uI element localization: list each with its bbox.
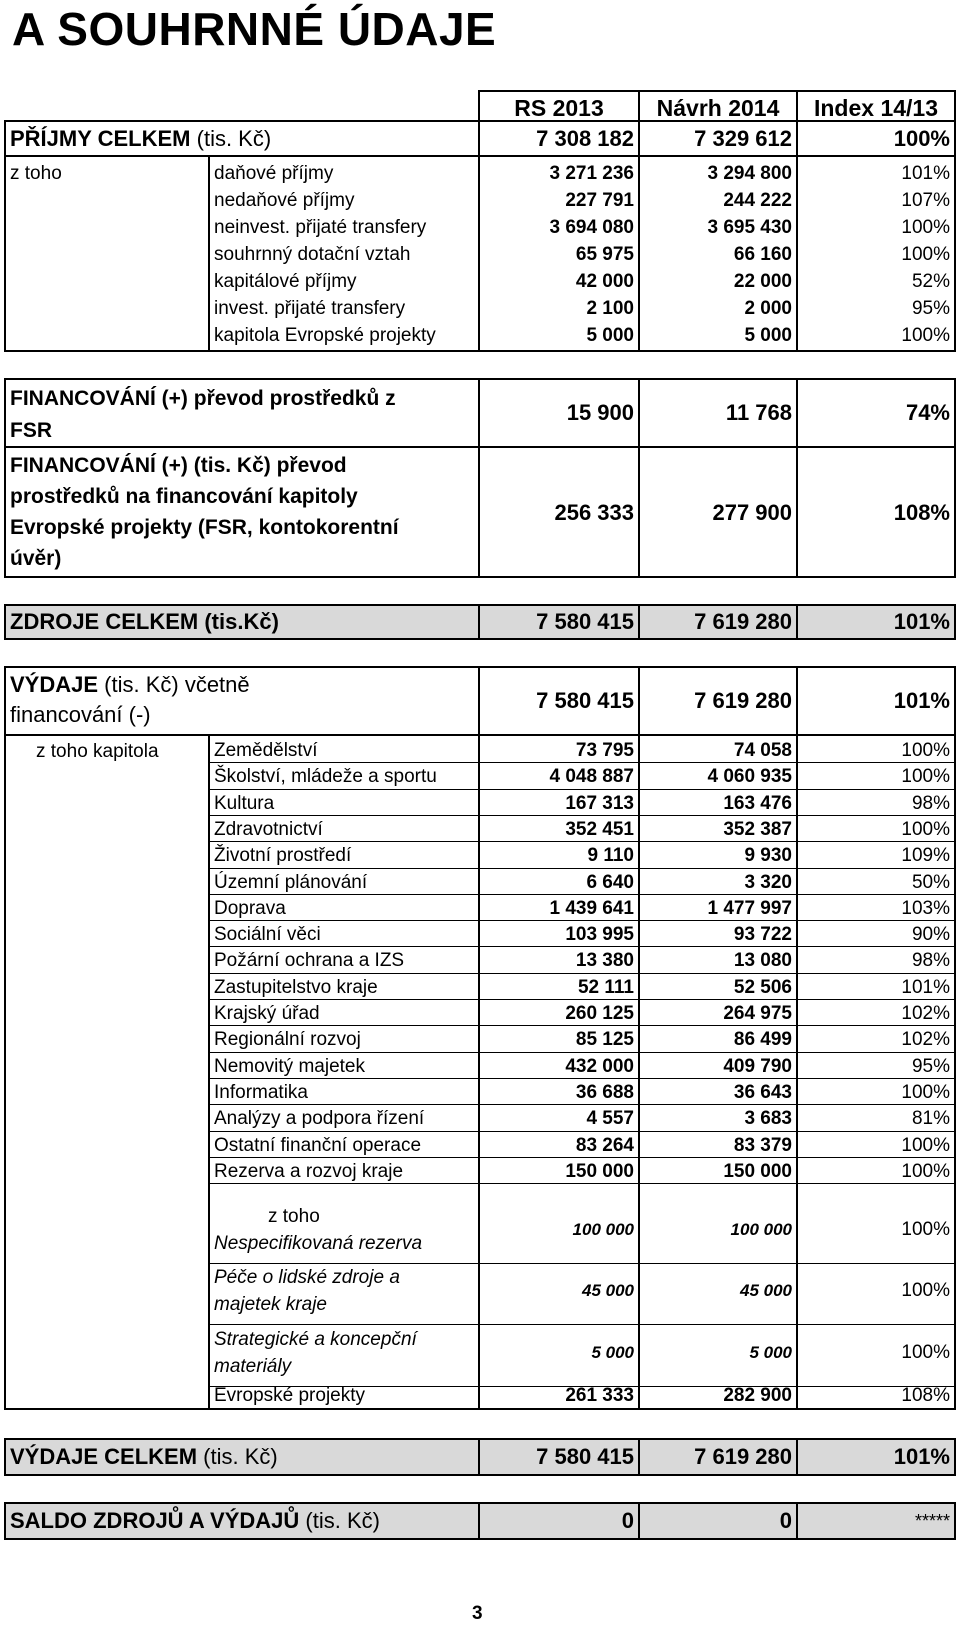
financovani-fsr-label xyxy=(10,383,470,447)
prijmy-item-rs: 65 975 xyxy=(575,244,634,265)
prijmy-item-rs: 3 271 236 xyxy=(549,163,634,184)
vydaje-item-row xyxy=(0,1132,960,1159)
vydaje-item-rs: 167 313 xyxy=(565,792,634,814)
vydaje-item-row xyxy=(0,1079,960,1106)
rezerva-sub-label xyxy=(214,1203,474,1257)
prijmy-item-row xyxy=(0,322,960,349)
prijmy-item-index: 100% xyxy=(901,325,950,346)
prijmy-label: PŘÍJMY CELKEM xyxy=(10,126,191,151)
header-rs: RS 2013 xyxy=(478,90,640,122)
vydaje-item-label: Analýzy a podpora řízení xyxy=(214,1108,425,1130)
prijmy-item-row xyxy=(0,160,960,187)
vydaje-celkem-unit: (tis. Kč) xyxy=(197,1444,278,1469)
prijmy-item-navrh: 66 160 xyxy=(733,244,792,265)
vydaje-item-label: Doprava xyxy=(214,897,286,919)
prijmy-item-label: kapitálové příjmy xyxy=(214,271,357,292)
vydaje-prefix: z toho kapitola xyxy=(36,741,159,762)
vydaje-item-rs: 36 688 xyxy=(575,1081,634,1103)
vydaje-item-index: 95% xyxy=(911,1055,950,1077)
vydaje-item-navrh: 150 000 xyxy=(723,1160,792,1182)
financovani-ep-rs: 256 333 xyxy=(554,500,634,525)
rezerva-sub-line1: z toho xyxy=(268,1206,320,1227)
saldo-index: ***** xyxy=(914,1511,950,1531)
vydaje-item-rs: 432 000 xyxy=(565,1055,634,1077)
header-navrh: Návrh 2014 xyxy=(638,90,798,122)
vydaje-item-row xyxy=(0,842,960,869)
vydaje-item-label: Územní plánování xyxy=(214,871,368,893)
prijmy-rs: 7 308 182 xyxy=(536,126,634,151)
vydaje-item-row xyxy=(0,1053,960,1080)
vydaje-item-index: 100% xyxy=(901,818,950,840)
prijmy-index: 100% xyxy=(893,126,950,151)
zdroje-rs: 7 580 415 xyxy=(536,609,634,634)
rezerva-sub-line1: Strategické a koncepční xyxy=(214,1329,417,1350)
rezerva-sub-navrh: 5 000 xyxy=(749,1343,792,1362)
vydaje-fin-navrh: 7 619 280 xyxy=(694,688,792,713)
prijmy-item-navrh: 3 695 430 xyxy=(707,217,792,238)
vydaje-item-label: Zemědělství xyxy=(214,740,318,761)
vydaje-item-row xyxy=(0,763,960,790)
prijmy-item-label: souhrnný dotační vztah xyxy=(214,244,411,265)
prijmy-item-navrh: 244 222 xyxy=(723,190,792,211)
prijmy-item-index: 52% xyxy=(911,271,950,292)
rezerva-sub-row xyxy=(0,1264,960,1324)
vydaje-item-navrh: 52 506 xyxy=(733,976,792,998)
page-title: A SOUHRNNÉ ÚDAJE xyxy=(12,3,497,55)
financovani-fsr-index: 74% xyxy=(905,400,950,425)
zdroje-index: 101% xyxy=(893,609,950,634)
vydaje-item-navrh: 74 058 xyxy=(733,740,792,761)
rezerva-sub-rs: 5 000 xyxy=(591,1343,634,1362)
vydaje-item-index: 100% xyxy=(901,740,950,761)
evropske-rs: 261 333 xyxy=(565,1385,634,1406)
rezerva-sub-rs: 100 000 xyxy=(572,1220,634,1239)
vydaje-item-index: 98% xyxy=(911,792,950,814)
financovani-fsr-line1: FINANCOVÁNÍ (+) převod prostředků z xyxy=(10,387,396,410)
vydaje-item-index: 98% xyxy=(911,950,950,972)
vydaje-item-row xyxy=(0,816,960,843)
vydaje-item-navrh: 13 080 xyxy=(733,950,792,972)
vydaje-item-rs: 9 110 xyxy=(587,845,634,867)
rezerva-sub-index: 100% xyxy=(901,1280,950,1301)
vydaje-celkem-label: VÝDAJE CELKEM xyxy=(10,1444,198,1469)
vydaje-item-rs: 83 264 xyxy=(575,1134,634,1156)
vydaje-item-row xyxy=(0,947,960,974)
vydaje-item-row xyxy=(0,869,960,896)
vydaje-celkem-index: 101% xyxy=(893,1444,950,1469)
vydaje-item-navrh: 1 477 997 xyxy=(707,897,792,919)
vydaje-item-rs: 352 451 xyxy=(565,818,634,840)
vydaje-item-index: 90% xyxy=(911,924,950,946)
vydaje-celkem-rs: 7 580 415 xyxy=(536,1444,634,1469)
financovani-ep-index: 108% xyxy=(893,500,950,525)
vydaje-item-navrh: 264 975 xyxy=(723,1003,792,1024)
vydaje-fin-label xyxy=(10,670,250,730)
financovani-ep-label xyxy=(10,450,470,574)
vydaje-item-label: Rezerva a rozvoj kraje xyxy=(214,1160,404,1182)
rezerva-sub-label xyxy=(214,1264,474,1318)
prijmy-celkem-row xyxy=(0,124,960,154)
vydaje-item-rs: 150 000 xyxy=(565,1160,634,1182)
prijmy-item-rs: 42 000 xyxy=(575,271,634,292)
vydaje-item-index: 109% xyxy=(901,845,950,867)
vydaje-item-row xyxy=(0,1000,960,1027)
vydaje-item-row xyxy=(0,1158,960,1185)
rezerva-sub-index: 100% xyxy=(901,1342,950,1363)
prijmy-prefix: z toho xyxy=(10,163,62,184)
vydaje-celkem-navrh: 7 619 280 xyxy=(694,1444,792,1469)
vydaje-item-label: Krajský úřad xyxy=(214,1003,320,1024)
prijmy-item-index: 100% xyxy=(901,217,950,238)
vydaje-item-label: Regionální rozvoj xyxy=(214,1029,361,1051)
prijmy-item-navrh: 3 294 800 xyxy=(707,163,792,184)
evropske-label: Evropské projekty xyxy=(214,1385,366,1406)
prijmy-item-rs: 3 694 080 xyxy=(549,217,634,238)
vydaje-item-navrh: 83 379 xyxy=(733,1134,792,1156)
vydaje-item-navrh: 3 683 xyxy=(744,1108,792,1130)
prijmy-item-index: 100% xyxy=(901,244,950,265)
vydaje-item-index: 101% xyxy=(901,976,950,998)
vydaje-item-index: 81% xyxy=(911,1108,950,1130)
prijmy-item-index: 95% xyxy=(911,298,950,319)
prijmy-item-rs: 5 000 xyxy=(586,325,634,346)
zdroje-navrh: 7 619 280 xyxy=(694,609,792,634)
rezerva-sub-line1: Péče o lidské zdroje a xyxy=(214,1267,400,1288)
vydaje-item-label: Nemovitý majetek xyxy=(214,1055,365,1077)
page-number: 3 xyxy=(472,1603,483,1624)
evropske-index: 108% xyxy=(901,1385,950,1406)
vydaje-item-label: Zastupitelstvo kraje xyxy=(214,976,378,998)
prijmy-item-row xyxy=(0,295,960,322)
prijmy-item-label: neinvest. přijaté transfery xyxy=(214,217,427,238)
vydaje-item-label: Sociální věci xyxy=(214,924,321,946)
vydaje-item-rs: 4 557 xyxy=(586,1108,634,1130)
vydaje-item-rs: 13 380 xyxy=(575,950,634,972)
vydaje-fin-index: 101% xyxy=(893,688,950,713)
vydaje-item-index: 102% xyxy=(901,1003,950,1024)
vydaje-item-navrh: 9 930 xyxy=(744,845,792,867)
vydaje-item-navrh: 93 722 xyxy=(733,924,792,946)
financovani-ep-line3: Evropské projekty (FSR, kontokorentní xyxy=(10,516,399,539)
vydaje-item-row xyxy=(0,737,960,764)
vydaje-item-rs: 4 048 887 xyxy=(549,766,634,788)
vydaje-item-row xyxy=(0,1105,960,1132)
vydaje-item-label: Informatika xyxy=(214,1081,308,1103)
prijmy-item-navrh: 22 000 xyxy=(733,271,792,292)
rezerva-sub-row xyxy=(0,1203,960,1263)
prijmy-item-index: 101% xyxy=(901,163,950,184)
vydaje-item-rs: 260 125 xyxy=(565,1003,634,1024)
vydaje-item-index: 103% xyxy=(901,897,950,919)
prijmy-item-label: invest. přijaté transfery xyxy=(214,298,406,319)
header-index: Index 14/13 xyxy=(796,90,956,122)
prijmy-item-row xyxy=(0,187,960,214)
vydaje-item-label: Požární ochrana a IZS xyxy=(214,950,405,972)
saldo-unit: (tis. Kč) xyxy=(299,1508,380,1533)
financovani-fsr-rs: 15 900 xyxy=(566,400,634,425)
vydaje-item-navrh: 163 476 xyxy=(723,792,792,814)
zdroje-label: ZDROJE CELKEM (tis.Kč) xyxy=(10,609,279,634)
prijmy-navrh: 7 329 612 xyxy=(694,126,792,151)
vydaje-item-label: Školství, mládeže a sportu xyxy=(214,766,437,788)
prijmy-item-row xyxy=(0,268,960,295)
rezerva-sub-line2: Nespecifikovaná rezerva xyxy=(214,1233,423,1254)
vydaje-item-label: Zdravotnictví xyxy=(214,818,323,840)
saldo-label: SALDO ZDROJŮ A VÝDAJŮ xyxy=(10,1508,300,1533)
financovani-fsr-line2: FSR xyxy=(10,419,52,442)
prijmy-item-navrh: 5 000 xyxy=(744,325,792,346)
vydaje-item-navrh: 86 499 xyxy=(733,1029,792,1051)
rezerva-sub-navrh: 100 000 xyxy=(730,1220,792,1239)
prijmy-item-label: kapitola Evropské projekty xyxy=(214,325,436,346)
vydaje-fin-line2: financování (-) xyxy=(10,702,151,727)
vydaje-item-row xyxy=(0,895,960,922)
vydaje-item-index: 102% xyxy=(901,1029,950,1051)
vydaje-item-rs: 85 125 xyxy=(575,1029,634,1051)
financovani-ep-line4: úvěr) xyxy=(10,547,62,570)
prijmy-item-label: daňové příjmy xyxy=(214,163,334,184)
financovani-ep-navrh: 277 900 xyxy=(712,500,792,525)
saldo-rs: 0 xyxy=(621,1508,634,1533)
vydaje-item-rs: 6 640 xyxy=(586,871,634,893)
prijmy-item-navrh: 2 000 xyxy=(744,298,792,319)
vydaje-item-row xyxy=(0,921,960,948)
rezerva-sub-line2: materiály xyxy=(214,1356,292,1377)
vydaje-fin-rs: 7 580 415 xyxy=(536,688,634,713)
prijmy-item-row xyxy=(0,241,960,268)
vydaje-item-row xyxy=(0,1026,960,1053)
rezerva-sub-row xyxy=(0,1326,960,1386)
prijmy-item-index: 107% xyxy=(901,190,950,211)
rezerva-sub-index: 100% xyxy=(901,1219,950,1240)
vydaje-fin-bold: VÝDAJE xyxy=(10,672,99,697)
prijmy-unit: (tis. Kč) xyxy=(190,126,272,151)
vydaje-item-navrh: 3 320 xyxy=(744,871,792,893)
vydaje-item-index: 50% xyxy=(911,871,950,893)
financovani-ep-line1: FINANCOVÁNÍ (+) (tis. Kč) převod xyxy=(10,454,347,477)
vydaje-item-label: Ostatní finanční operace xyxy=(214,1134,422,1156)
rezerva-sub-rs: 45 000 xyxy=(582,1281,634,1300)
vydaje-item-index: 100% xyxy=(901,1081,950,1103)
rezerva-sub-label xyxy=(214,1326,474,1380)
financovani-fsr-navrh: 11 768 xyxy=(725,400,792,425)
vydaje-item-index: 100% xyxy=(901,1134,950,1156)
vydaje-item-rs: 103 995 xyxy=(565,924,634,946)
prijmy-item-label: nedaňové příjmy xyxy=(214,190,355,211)
vydaje-item-row xyxy=(0,974,960,1001)
vydaje-item-row xyxy=(0,790,960,817)
vydaje-item-rs: 1 439 641 xyxy=(549,897,634,919)
vydaje-item-label: Životní prostředí xyxy=(214,845,352,867)
prijmy-item-row xyxy=(0,214,960,241)
vydaje-item-navrh: 4 060 935 xyxy=(707,766,792,788)
vydaje-item-rs: 52 111 xyxy=(577,976,634,998)
prijmy-item-rs: 2 100 xyxy=(586,298,634,319)
rezerva-sub-navrh: 45 000 xyxy=(740,1281,792,1300)
prijmy-item-rs: 227 791 xyxy=(565,190,634,211)
vydaje-item-rs: 73 795 xyxy=(575,740,634,761)
evropske-row xyxy=(0,1382,960,1409)
vydaje-item-navrh: 409 790 xyxy=(723,1055,792,1077)
vydaje-item-index: 100% xyxy=(901,766,950,788)
rezerva-sub-line2: majetek kraje xyxy=(214,1294,327,1315)
vydaje-item-label: Kultura xyxy=(214,792,275,814)
vydaje-item-navrh: 36 643 xyxy=(733,1081,792,1103)
vydaje-item-index: 100% xyxy=(901,1160,950,1182)
vydaje-fin-rest: (tis. Kč) včetně xyxy=(98,672,250,697)
financovani-ep-line2: prostředků na financování kapitoly xyxy=(10,485,358,508)
saldo-navrh: 0 xyxy=(779,1508,792,1533)
vydaje-item-navrh: 352 387 xyxy=(723,818,792,840)
evropske-navrh: 282 900 xyxy=(723,1385,792,1406)
